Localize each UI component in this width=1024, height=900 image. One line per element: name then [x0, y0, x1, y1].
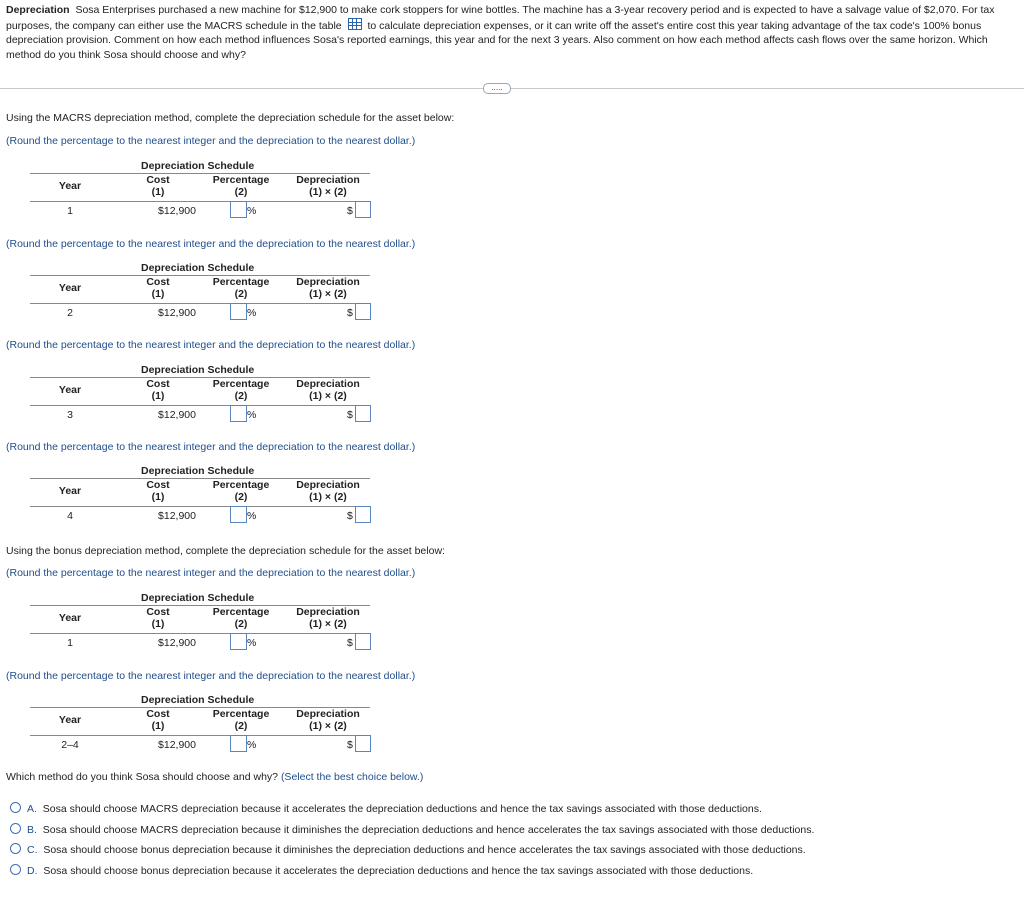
- percentage-input[interactable]: [230, 735, 247, 752]
- cost-value: $12,900: [158, 409, 196, 421]
- question-hint: (Select the best choice below.): [280, 771, 424, 783]
- bonus-intro: Using the bonus depreciation method, complete the depreciation schedule for the asset below:: [6, 545, 445, 557]
- row-rule: [30, 303, 370, 304]
- divider: [0, 88, 1024, 89]
- year-header: Year: [58, 485, 82, 497]
- percentage-input[interactable]: [230, 405, 247, 422]
- percent-sign: %: [247, 510, 257, 522]
- year-value: 4: [67, 510, 73, 522]
- schedule-title: Depreciation Schedule: [141, 364, 255, 376]
- option-text: Sosa should choose MACRS depreciation because it diminishes the depreciation deductions and hence accelerates the tax savings associated with those deductions.: [42, 824, 815, 836]
- schedule-macrs-year-4: [30, 465, 370, 555]
- problem-text-part1: Sosa Enterprises purchased a new machine for $12,900 to make cork stoppers for wine bottles. The machine has a 3-year recovery period and is expected to have a salvage value of $2,070. For tax purposes, the company can either use the MACRS schedule in the table: [6, 4, 995, 32]
- table-icon[interactable]: [348, 18, 362, 30]
- schedule-title: Depreciation Schedule: [141, 592, 255, 604]
- option-text: Sosa should choose bonus depreciation because it diminishes the depreciation deductions and hence accelerates the tax savings associated with those deductions.: [43, 844, 806, 856]
- option-text: Sosa should choose bonus depreciation because it accelerates the depreciation deductions and hence the tax savings associated with those deductions.: [43, 865, 754, 877]
- cost-header: Cost (1): [146, 174, 170, 198]
- dollar-sign: $: [347, 637, 353, 649]
- radio-button[interactable]: [10, 802, 21, 813]
- cost-value: $12,900: [158, 637, 196, 649]
- dollar-sign: $: [347, 409, 353, 421]
- year-value: 1: [67, 637, 73, 649]
- percentage-header: Percentage (2): [212, 174, 270, 198]
- option-letter: D.: [27, 865, 38, 877]
- depreciation-input[interactable]: [355, 506, 371, 523]
- question: [6, 771, 423, 783]
- schedule-macrs-year-1: [30, 160, 370, 250]
- depreciation-input[interactable]: [355, 303, 371, 320]
- schedule-title: Depreciation Schedule: [141, 160, 255, 172]
- percentage-header: Percentage (2): [212, 276, 270, 300]
- percentage-header: Percentage (2): [212, 479, 270, 503]
- radio-button[interactable]: [10, 864, 21, 875]
- question-text: Which method do you think Sosa should choose and why?: [6, 771, 279, 783]
- depreciation-input[interactable]: [355, 405, 371, 422]
- year-value: 2: [67, 307, 73, 319]
- cost-header: Cost (1): [146, 708, 170, 732]
- percent-sign: %: [247, 637, 257, 649]
- depreciation-header: Depreciation (1) × (2): [296, 276, 360, 300]
- option-letter: A.: [27, 803, 37, 815]
- option-text: Sosa should choose MACRS depreciation because it accelerates the depreciation deductions and hence the tax savings associated with those deductions.: [42, 803, 762, 815]
- percentage-input[interactable]: [230, 633, 247, 650]
- percentage-header: Percentage (2): [212, 708, 270, 732]
- depreciation-header: Depreciation (1) × (2): [296, 174, 360, 198]
- percent-sign: %: [247, 739, 257, 751]
- percentage-header: Percentage (2): [212, 378, 270, 402]
- round-note: (Round the percentage to the nearest integer and the depreciation to the nearest dollar.): [6, 670, 416, 682]
- year-value: 1: [67, 205, 73, 217]
- problem-text-part2: to calculate depreciation expenses, or it can write off the asset's entire cost this year taking advantage of the tax code's 100% bonus depreciation provision. Comment on how each method influences Sosa's reported earnings, this year and for the next 3 years. Also comment on how each method affects cash flows over the same horizon. Which method do you think Sosa should choose and why?: [6, 19, 988, 61]
- depreciation-header: Depreciation (1) × (2): [296, 479, 360, 503]
- depreciation-header: Depreciation (1) × (2): [296, 708, 360, 732]
- year-header: Year: [58, 282, 82, 294]
- problem-statement: [6, 3, 1014, 62]
- round-note: (Round the percentage to the nearest integer and the depreciation to the nearest dollar.): [6, 441, 416, 453]
- row-rule: [30, 735, 370, 736]
- year-value: 2–4: [61, 739, 79, 751]
- cost-value: $12,900: [158, 510, 196, 522]
- cost-header: Cost (1): [146, 606, 170, 630]
- schedule-title: Depreciation Schedule: [141, 262, 255, 274]
- dollar-sign: $: [347, 307, 353, 319]
- schedule-title: Depreciation Schedule: [141, 465, 255, 477]
- percent-sign: %: [247, 409, 257, 421]
- schedule-bonus-year-1: [30, 592, 370, 682]
- depreciation-input[interactable]: [355, 201, 371, 218]
- dollar-sign: $: [347, 739, 353, 751]
- year-header: Year: [58, 180, 82, 192]
- percent-sign: %: [247, 205, 257, 217]
- cost-header: Cost (1): [146, 378, 170, 402]
- schedule-title: Depreciation Schedule: [141, 694, 255, 706]
- year-header: Year: [58, 714, 82, 726]
- percentage-input[interactable]: [230, 506, 247, 523]
- expand-more-button[interactable]: .....: [483, 83, 511, 94]
- option-c[interactable]: [10, 843, 806, 856]
- cost-header: Cost (1): [146, 479, 170, 503]
- cost-value: $12,900: [158, 205, 196, 217]
- percentage-input[interactable]: [230, 303, 247, 320]
- dollar-sign: $: [347, 205, 353, 217]
- percentage-header: Percentage (2): [212, 606, 270, 630]
- depreciation-header: Depreciation (1) × (2): [296, 378, 360, 402]
- macrs-intro: Using the MACRS depreciation method, complete the depreciation schedule for the asset below:: [6, 112, 455, 124]
- option-d[interactable]: [10, 864, 753, 877]
- percentage-input[interactable]: [230, 201, 247, 218]
- row-rule: [30, 405, 370, 406]
- year-header: Year: [58, 384, 82, 396]
- round-note: (Round the percentage to the nearest integer and the depreciation to the nearest dollar.): [6, 339, 416, 351]
- problem-title: Depreciation: [6, 4, 70, 16]
- year-header: Year: [58, 612, 82, 624]
- row-rule: [30, 506, 370, 507]
- cost-value: $12,900: [158, 739, 196, 751]
- radio-button[interactable]: [10, 823, 21, 834]
- round-note: (Round the percentage to the nearest integer and the depreciation to the nearest dollar.): [6, 238, 416, 250]
- year-value: 3: [67, 409, 73, 421]
- option-letter: B.: [27, 824, 37, 836]
- round-note: (Round the percentage to the nearest integer and the depreciation to the nearest dollar.): [6, 567, 416, 579]
- cost-header: Cost (1): [146, 276, 170, 300]
- cost-value: $12,900: [158, 307, 196, 319]
- depreciation-input[interactable]: [355, 735, 371, 752]
- round-note: (Round the percentage to the nearest integer and the depreciation to the nearest dollar.): [6, 135, 416, 147]
- radio-button[interactable]: [10, 843, 21, 854]
- dollar-sign: $: [347, 510, 353, 522]
- depreciation-header: Depreciation (1) × (2): [296, 606, 360, 630]
- row-rule: [30, 201, 370, 202]
- option-a[interactable]: [10, 802, 762, 815]
- option-b[interactable]: [10, 823, 814, 836]
- option-letter: C.: [27, 844, 38, 856]
- depreciation-input[interactable]: [355, 633, 371, 650]
- percent-sign: %: [247, 307, 257, 319]
- row-rule: [30, 633, 370, 634]
